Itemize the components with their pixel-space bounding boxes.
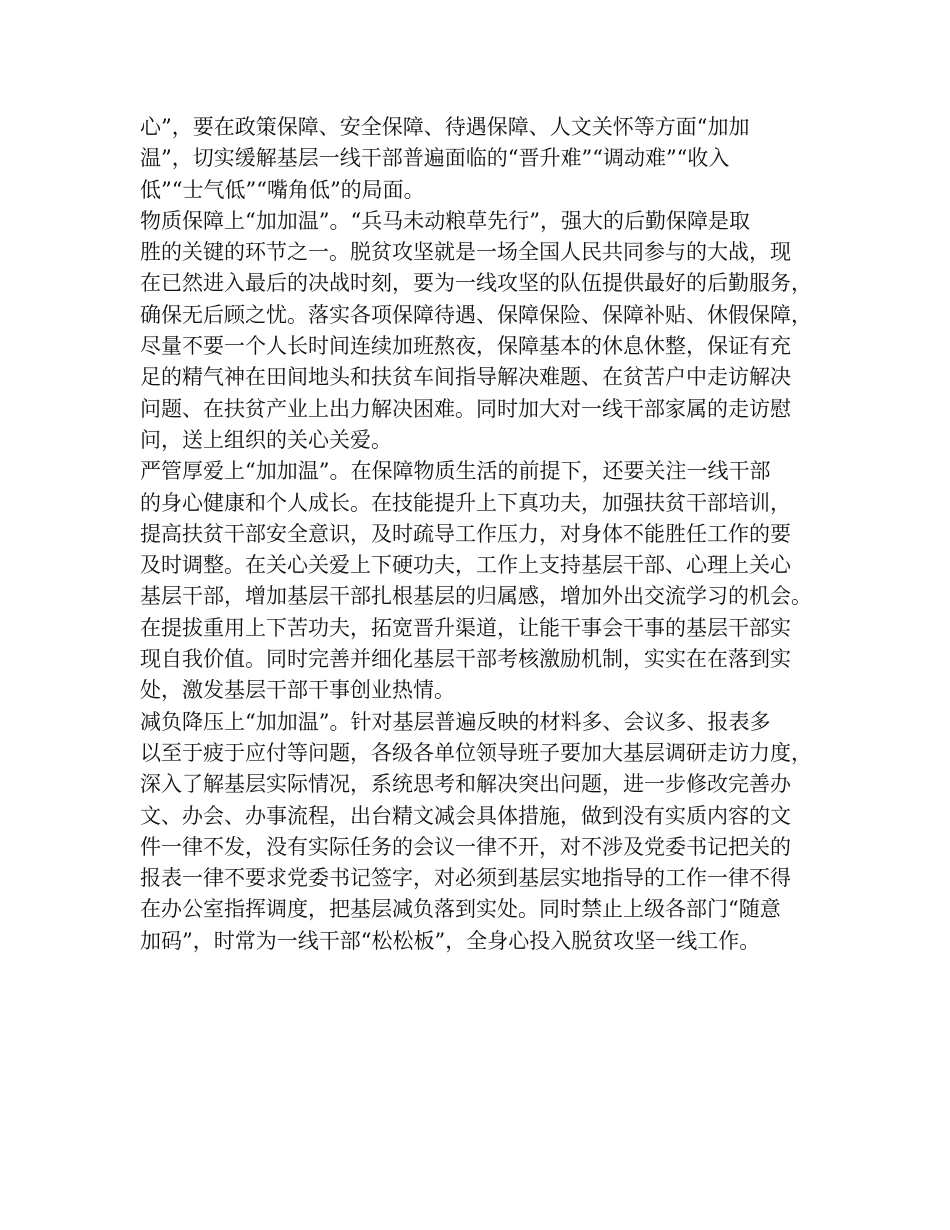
text-line: 及时调整。在关心关爱上下硬功夫，工作上支持基层干部、心理上关心	[140, 553, 791, 578]
text-line: 报表一律不要求党委书记签字，对必须到基层实地指导的工作一律不得	[140, 866, 791, 891]
text-line: 温”，切实缓解基层一线干部普遍面临的“晋升难”“调动难”“收入	[140, 146, 730, 171]
text-line: 件一律不发，没有实际任务的会议一律不开，对不涉及党委书记把关的	[140, 834, 791, 859]
text-line: 在提拔重用上下苦功夫，拓宽晋升渠道，让能干事会干事的基层干部实	[140, 615, 791, 640]
text-line: 确保无后顾之忧。落实各项保障待遇、保障保险、保障补贴、休假保障，	[140, 302, 812, 327]
text-line: 严管厚爱上“加加温”。在保障物质生活的前提下，还要关注一线干部	[140, 459, 771, 484]
text-line: 问题、在扶贫产业上出力解决困难。同时加大对一线干部家属的走访慰	[140, 396, 791, 421]
text-line: 加码”，时常为一线干部“松松板”，全身心投入脱贫攻坚一线工作。	[140, 928, 761, 953]
text-line: 尽量不要一个人长时间连续加班熬夜，保障基本的休息休整，保证有充	[140, 334, 791, 359]
text-line: 减负降压上“加加温”。针对基层普遍反映的材料多、会议多、报表多	[140, 709, 771, 734]
text-line: 心”，要在政策保障、安全保障、待遇保障、人文关怀等方面“加加	[140, 115, 750, 139]
document-body-text	[140, 112, 830, 957]
text-line: 问，送上组织的关心关爱。	[140, 427, 392, 452]
text-line: 现自我价值。同时完善并细化基层干部考核激励机制，实实在在落到实	[140, 647, 791, 672]
text-line: 深入了解基层实际情况，系统思考和解决突出问题，进一步修改完善办	[140, 772, 791, 797]
text-line: 文、办会、办事流程，出台精文减会具体措施，做到没有实质内容的文	[140, 803, 791, 828]
text-line: 物质保障上“加加温”。“兵马未动粮草先行”，强大的后勤保障是取	[140, 208, 750, 233]
text-line: 胜的关键的环节之一。脱贫攻坚就是一场全国人民共同参与的大战，现	[140, 240, 791, 265]
text-line: 在已然进入最后的决战时刻，要为一线攻坚的队伍提供最好的后勤服务，	[140, 271, 812, 296]
text-line: 足的精气神在田间地头和扶贫车间指导解决难题、在贫苦户中走访解决	[140, 365, 791, 390]
text-line: 的身心健康和个人成长。在技能提升上下真功夫，加强扶贫干部培训，	[140, 490, 791, 515]
text-line: 在办公室指挥调度，把基层减负落到实处。同时禁止上级各部门“随意	[140, 897, 781, 922]
text-line: 处，激发基层干部干事创业热情。	[140, 678, 455, 703]
text-line: 基层干部，增加基层干部扎根基层的归属感，增加外出交流学习的机会。	[140, 584, 812, 609]
text-line: 提高扶贫干部安全意识，及时疏导工作压力，对身体不能胜任工作的要	[140, 521, 791, 546]
text-line: 以至于疲于应付等问题，各级各单位领导班子要加大基层调研走访力度，	[140, 740, 812, 765]
text-line: 低”“士气低”“嘴角低”的局面。	[140, 177, 425, 202]
